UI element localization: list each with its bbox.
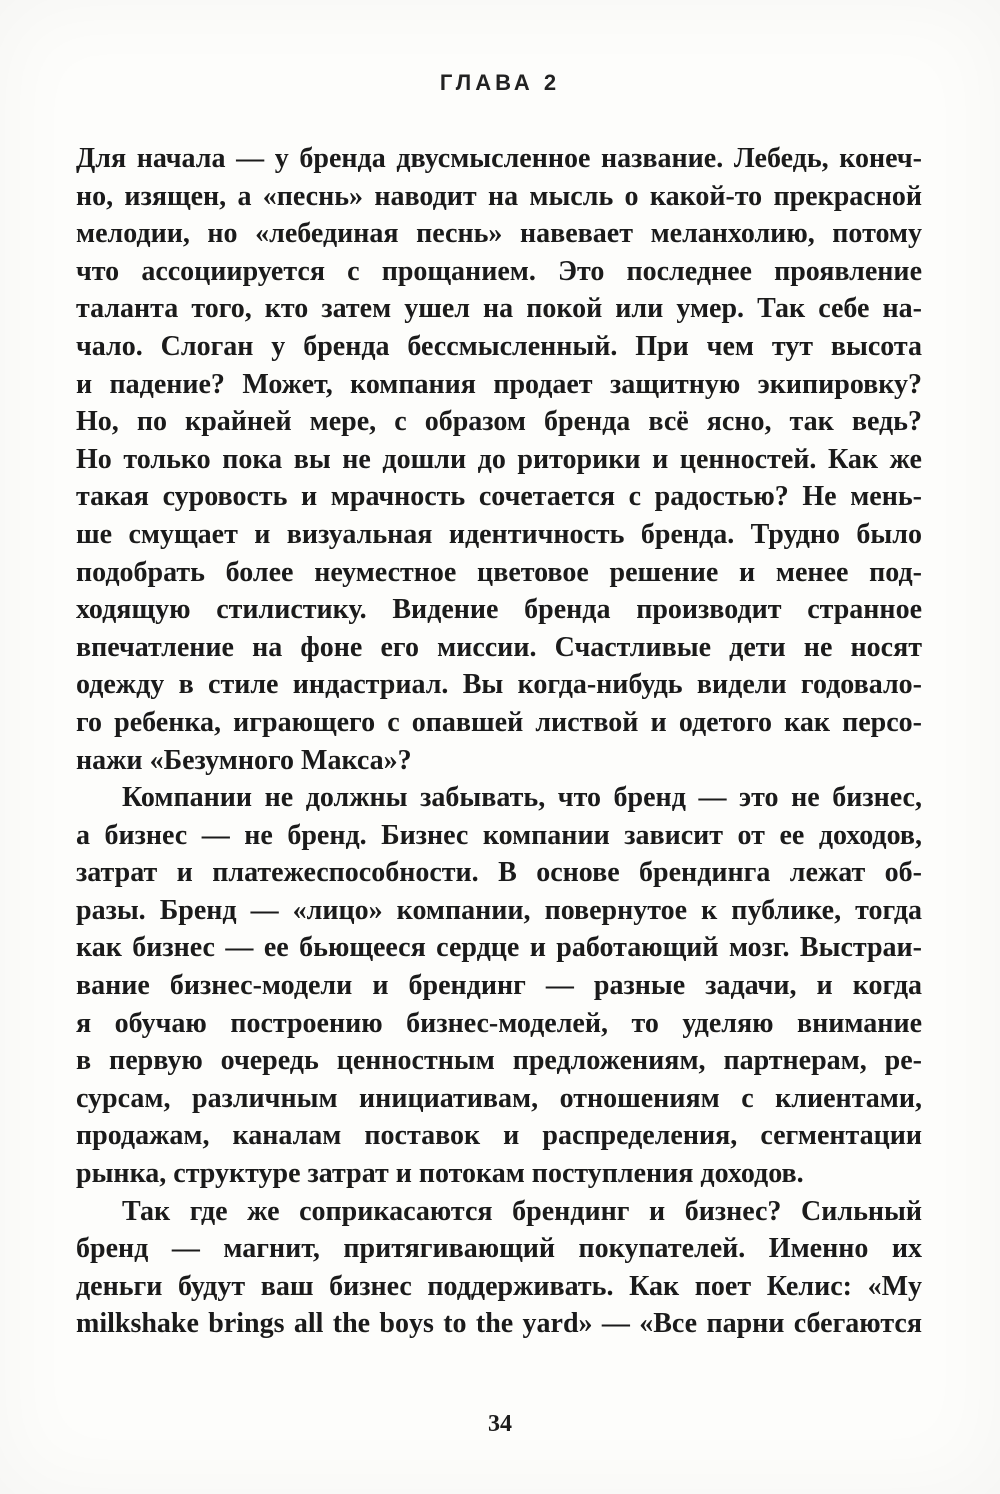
text-line: мелодии, но «лебединая песнь» навевает меланхолию, потому [76,218,922,250]
paragraph [76,779,922,1193]
paragraph [76,140,922,779]
text-line: разы. Бренд — «лицо» компании, повернутое к публике, тогда [76,894,922,926]
text-line: сурсам, различным инициативам, отношениям с клиентами, [76,1082,922,1114]
text-line: вание бизнес-модели и брендинг — разные задачи, и когда [76,970,922,1002]
text-line: подобрать более неуместное цветовое решение и менее под- [76,556,922,588]
text-line: одежду в стиле индастриал. Вы когда-нибудь видели годовало- [76,669,922,701]
text-line: деньги будут ваш бизнес поддерживать. Как поет Келис: «My [76,1270,922,1302]
text-line: чало. Слоган у бренда бессмысленный. При чем тут высота [76,330,922,362]
text-line: ходящую стилистику. Видение бренда производит странное [76,594,922,626]
text-line: в первую очередь ценностным предложениям, партнерам, ре- [76,1045,922,1077]
text-line: Но, по крайней мере, с образом бренда всё ясно, так ведь? [76,406,922,438]
paragraph [76,1193,922,1343]
text-line: бренд — магнит, притягивающий покупателей. Именно их [76,1233,922,1265]
text-line: Для начала — у бренда двусмысленное название. Лебедь, конеч- [76,143,922,174]
text-line: таланта того, кто затем ушел на покой или умер. Так себе на- [76,293,922,325]
text-line: а бизнес — не бренд. Бизнес компании зависит от ее доходов, [76,819,922,851]
text-line: ше смущает и визуальная идентичность бренда. Трудно было [76,518,922,550]
text-line: что ассоциируется с прощанием. Это последнее проявление [76,255,922,287]
text-line: я обучаю построению бизнес-моделей, то уделяю внимание [76,1007,922,1039]
text-line: и падение? Может, компания продает защитную экипировку? [76,368,922,400]
text-line: впечатление на фоне его миссии. Счастливые дети не носят [76,631,922,663]
text-line: Так где же соприкасаются брендинг и бизнес? Сильный [122,1195,922,1227]
page-number: 34 [488,1411,512,1437]
text-line: Компании не должны забывать, что бренд — это не бизнес, [122,782,922,814]
text-line: milkshake brings all the boys to the yard» — «Все парни сбегаются [76,1308,922,1340]
body-text [76,140,922,1343]
text-line: как бизнес — ее бьющееся сердце и работающий мозг. Выстраи- [76,932,922,964]
text-line: го ребенка, играющего с опавшей листвой и одетого как персо- [76,706,922,738]
text-line: рынка, структуре затрат и потокам поступления доходов. [76,1158,804,1190]
text-line: Но только пока вы не дошли до риторики и ценностей. Как же [76,443,922,475]
text-line: нажи «Безумного Макса»? [76,744,412,776]
text-line: такая суровость и мрачность сочетается с радостью? Не мень- [76,481,922,513]
text-line: затрат и платежеспособности. В основе брендинга лежат об- [76,857,922,889]
text-line: продажам, каналам поставок и распределения, сегментации [76,1120,922,1152]
chapter-header: ГЛАВА 2 [439,70,561,95]
text-line: но, изящен, а «песнь» наводит на мысль о какой-то прекрасной [76,180,922,212]
